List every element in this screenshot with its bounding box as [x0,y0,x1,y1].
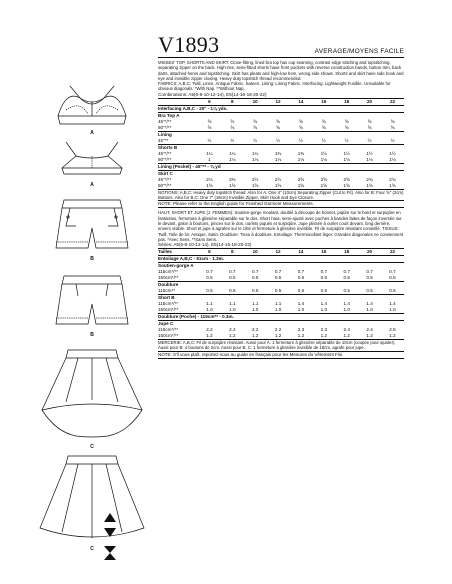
drawings-svg [36,80,148,560]
yardage-cell: 1.0 [229,307,236,313]
yardage-cell: ⅝ [390,124,395,130]
yardage-cell: 2⅛ [206,176,213,182]
view-label-c-back: C [90,546,94,552]
yardage-cell: 0.5 [320,288,327,294]
size-header-cell: 6 [198,249,221,256]
yardage-cell: 1 [208,156,211,162]
yardage-cell: ⅝ [253,124,258,130]
bra-top-front-drawing [58,86,126,124]
shorts-front-drawing [56,200,128,248]
yardage-cell: 1.0 [251,307,259,313]
yardage-cell: ⅝ [321,124,326,130]
yardage-cell: 1.2 [229,333,236,339]
skirt-front-drawing [42,350,142,437]
yardage-cell: 1.2 [251,333,259,339]
yardage-cell: 2⅝ [297,176,305,182]
yardage-cell: 0.7 [297,269,305,275]
fabric-width-label: 115cm*/** [158,269,179,275]
fabric-width-label: 150cm*/** [158,275,179,281]
yardage-cell: 2.3 [320,327,327,333]
yardage-cell: 1⅜ [297,150,305,156]
yardage-cell: 1⅝ [389,182,396,188]
yardage-cell: 1⅝ [251,182,259,188]
size-header-label [158,98,198,105]
lining-row [158,163,404,170]
yardage-cell: 0.5 [251,288,259,294]
fabric-width-label: 150cm*/** [158,333,179,339]
french-notions: MERCERIE: A,B,C: Fil de surpiqûre résistant. Aussi pour A: 1 fermeture à glissière séparable de 10cm (coupée pour ajuster). Aussi pour B: 4 boutons de 2cm. Aussi pour B, C: 1 fermeture à glissière invisible de 18cm, agrafe pour jupe. [158,339,404,351]
yardage-cell: ½ [276,137,280,143]
yardage-cell: ⅝ [390,118,395,124]
shorts-back-drawing [56,276,128,324]
french-combinations: Séries: A5(6-8-10-12-14), E5(14-16-18-20-22) [158,242,252,248]
fabric-width-label: 115cm*/** [158,327,179,333]
yardage-cell: 1½ [389,150,396,156]
yardage-cell: ⅝ [344,118,349,124]
french-yardage-table [158,248,404,339]
view-label-b: B [90,256,94,262]
lining-row [158,314,404,321]
yardage-cell: 0.5 [389,275,396,281]
yardage-cell: 1.2 [206,333,213,339]
yardage-cell: 1¼ [251,150,259,156]
hourglass-icon [104,546,116,560]
section-label: Short B [158,295,404,302]
english-notions: NOTIONS: A,B,C: Heavy duty topstitch thread. Also for A: One 4" (10cm) Separating Zipper (Cut to Fit). Also for B: Four ⅝" (2cm) Buttons. Also for B,C: One 7" (18cm) Invisible Zipper, Skirt Hook and Eye Closure. [158,189,404,201]
yardage-cell: 0.5 [206,288,213,294]
yardage-cell: ½ [230,137,235,143]
fabric-width-label: 115cm*/** [158,301,179,307]
yardage-cell: 2⅝ [343,176,350,182]
fabric-width-label: 60"*/** [158,182,172,188]
yardage-cell: 1⅝ [274,182,282,188]
size-header-row [158,249,404,256]
fabric-width-label: 60"*/** [158,124,172,130]
yardage-cell: 0.7 [251,269,259,275]
yardage-cell: 1.2 [320,333,327,339]
yardage-cell: 1.0 [206,307,213,313]
yardage-cell: ⅝ [344,124,349,130]
size-header-cell: 22 [381,249,404,256]
yardage-cell: 2.5 [389,327,396,333]
yardage-cell: 1⅝ [366,182,373,188]
bra-top-back-drawing [62,142,122,174]
view-label-c: C [90,444,94,450]
english-combinations: Combinations: A5(6-8-10-12-14), E5(14-16-18-20-22) [158,91,267,97]
size-header-cell: 20 [358,98,381,105]
yardage-cell: 2.3 [297,327,305,333]
yardage-cell: 1.1 [206,301,213,307]
yardage-cell: 1⅛ [274,156,282,162]
yardage-cell: ⅝ [367,124,372,130]
yardage-cell: 1.0 [343,307,350,313]
size-header-label: Tailles [158,249,198,256]
yardage-cell: 1.0 [366,307,373,313]
yardage-cell: 0.5 [229,288,236,294]
yardage-cell: 2¾ [389,176,396,182]
interfacing-row [158,105,404,112]
size-header-cell: 16 [312,249,335,256]
fabric-width-label: 45"*/** [158,118,172,124]
fabric-width-label: 45"** [158,137,169,143]
triangle-down-icon [104,528,116,537]
yardage-cell: 2.4 [343,327,350,333]
yardage-cell: 0.5 [343,275,350,281]
pattern-number: V1893 [158,32,220,57]
difficulty-label: AVERAGE/MOYENS FACILE [314,48,404,55]
french-note: NOTE: S'il vous plaît, reportez-vous au guide en français pour les Mesures du Vêtement Fini. [158,351,404,359]
section-label: Lining [158,131,404,138]
yardage-cell: 0.7 [320,269,327,275]
yardage-cell: 2½ [274,176,282,182]
size-header-cell: 12 [267,249,290,256]
view-label-b-back: B [90,332,94,338]
lining-label: Lining (Pocket) - 45"** - ⅜ yd [158,163,404,170]
yardage-cell: 1⅛ [366,156,373,162]
section-label: Jupe C [158,321,404,328]
yardage-cell: ½ [344,137,349,143]
yardage-cell: 1.4 [320,301,327,307]
english-note: NOTE: Please refer to the English guide for Finished Garment Measurements. [158,200,404,208]
yardage-cell: ⅝ [276,124,280,130]
section-label: Shorts B [158,144,404,151]
yardage-cell: 1¼ [206,150,213,156]
yardage-cell: ⅝ [207,118,212,124]
yardage-cell: ½ [299,137,303,143]
yardage-cell: 0.7 [366,269,373,275]
yardage-cell: 1⅛ [297,156,305,162]
english-yardage-table [158,98,404,189]
view-label-a: A [90,130,94,136]
yardage-cell: ⅝ [253,118,258,124]
skirt-back-drawing [40,456,144,538]
yardage-cell: 0.7 [274,269,282,275]
yardage-cell: ⅝ [276,118,280,124]
yardage-cell: 2.2 [251,327,259,333]
yardage-cell: 0.5 [389,288,396,294]
size-header-row [158,98,404,105]
yardage-cell: 2.4 [366,327,373,333]
yardage-cell: 1½ [320,150,327,156]
yardage-cell: 2¾ [366,176,373,182]
yardage-cell: 0.5 [343,288,350,294]
yardage-cell: 2½ [251,176,259,182]
yardage-cell: 0.5 [297,288,305,294]
yardage-cell: 0.5 [366,275,373,281]
yardage-cell: 1½ [366,150,373,156]
yardage-cell: 1.4 [366,301,373,307]
yardage-cell: 1⅛ [320,156,327,162]
size-header-cell: 8 [221,249,244,256]
yardage-cell: 1⅛ [229,156,236,162]
yardage-cell: ⅝ [230,118,235,124]
interfacing-label: Entoilage A,B,C - 51cm - 1.3m. [158,256,404,263]
size-header-cell: 8 [221,98,244,105]
section-label: Bra Top A [158,112,404,119]
size-header-cell: 20 [358,249,381,256]
yardage-cell: ½ [321,137,326,143]
size-header-cell: 14 [290,249,313,256]
size-header-cell: 16 [312,98,335,105]
size-header-cell: 6 [198,98,221,105]
yardage-cell: 1.1 [229,301,236,307]
yardage-cell: 2⅜ [229,176,236,182]
yardage-cell: 0.5 [206,275,213,281]
english-description: MISSES' TOP, SHORTS AND SKIRT: Close-fitting, lined bra top has cup seaming, contrast edge stitching and topstitching, separating zipper on the back. High-rise, semi-fitted shorts have front pockets with reverse construction bands, button trim, back darts, attached hems and topstitching. Skirt has pleats and high-low hem, wrong side shows. Shorts and skirt have side hook and eye and invisible zipper closing. Heavy duty topstitch thread recommended. [158,60,404,81]
yardage-cell: 1.0 [274,307,282,313]
yardage-cell: 1⅛ [343,156,350,162]
interfacing-label: Interfacing A,B,C - 20" - 1⅛ yds. [158,105,404,112]
yardage-cell: 1.2 [343,333,350,339]
yardage-cell: 1.2 [274,333,282,339]
yardage-cell: ⅝ [367,118,372,124]
yardage-cell: 1⅜ [274,150,282,156]
yardage-cell: ⅝ [321,118,326,124]
size-header-cell: 18 [335,249,358,256]
yardage-cell: 0.7 [206,269,213,275]
yardage-cell: 1⅛ [251,156,259,162]
yardage-cell: 1.0 [389,307,396,313]
yardage-cell: 0.7 [229,269,236,275]
yardage-cell: ⅝ [207,124,212,130]
yardage-cell: 0.5 [366,288,373,294]
yardage-cell: 1.0 [320,307,327,313]
yardage-cell: 1.1 [251,301,259,307]
size-header-cell: 22 [381,98,404,105]
yardage-cell: 0.5 [274,288,282,294]
lining-label: Doublure (Poche) - 115cm** - 0.3m. [158,314,404,321]
fabric-width-label: 45"*/** [158,150,172,156]
yardage-cell: 0.7 [343,269,350,275]
text-column [158,34,404,359]
yardage-cell: 1.1 [274,301,282,307]
yardage-cell: 0.5 [320,275,327,281]
yardage-cell: ⅝ [299,118,303,124]
size-header-cell: 14 [290,98,313,105]
size-header-cell: 10 [244,249,267,256]
yardage-cell: ½ [253,137,258,143]
fabric-width-label: 115cm** [158,288,176,294]
section-label: Soutien-gorge A [158,263,404,270]
french-description: HAUT, SHORT ET JUPE (J. FEMMES): Soutien-gorge moulant, doublé à découpe de bonnet, piqûre sur le bord et surpiqûre en fantaisies, fermeture à glissière séparable sur le dos. Short haut, semi-ajusté avec poches à bandes faites de façon inversée sur le devant, galon à boutons, pinces sur le dos, ourlets piqués et surpiqûre. Jupe plissée à ourlet court devant, long derrière, envers visible. Short et jupe à agrafes sur le côté et fermeture à glissière invisible. Fil de surpiqûre résistant conseillé. TISSUS: Twill, Toile de lin, Antique, Satin. Doublure: Tissu à doublure. Entoilage: Thermocollant léger. Grandes diagonales ne conviennent pas. *Avec Sens. **Sans Sens. [158,210,404,242]
fabric-width-label: 150cm*/** [158,307,179,313]
yardage-cell: 1⅝ [206,182,213,188]
yardage-cell: 0.5 [274,275,282,281]
fabric-width-label: 60"*/** [158,156,172,162]
yardage-cell: 1⅝ [320,182,327,188]
technical-drawings [36,80,148,560]
triangle-up-icon [104,513,116,522]
yardage-cell: 2.2 [274,327,282,333]
yardage-cell: ½ [390,137,395,143]
yardage-cell: 2.2 [229,327,236,333]
yardage-cell: 0.5 [297,275,305,281]
yardage-cell: 0.7 [389,269,396,275]
yardage-cell: 1½ [343,150,350,156]
size-header-cell: 18 [335,98,358,105]
yardage-cell: 2⅝ [320,176,327,182]
yardage-cell: 1⅝ [297,182,305,188]
yardage-cell: 0.5 [229,275,236,281]
yardage-cell: 1.2 [297,333,305,339]
view-label-a-back: A [90,182,94,188]
yardage-cell: 1.4 [389,301,396,307]
yardage-cell: 1⅝ [229,182,236,188]
yardage-cell: 1.2 [389,333,396,339]
yardage-cell: 1⅝ [343,182,350,188]
yardage-cell: ½ [207,137,212,143]
yardage-cell: 2.2 [206,327,213,333]
yardage-cell: ⅝ [299,124,303,130]
yardage-cell: 0.5 [251,275,259,281]
symbols [102,512,118,562]
size-header-cell: 12 [267,98,290,105]
yardage-cell: ⅝ [230,124,235,130]
yardage-cell: ½ [367,137,372,143]
section-label: Doublure [158,282,404,289]
yardage-cell: 1.4 [343,301,350,307]
size-header-cell: 10 [244,98,267,105]
yardage-cell: 1¼ [229,150,236,156]
yardage-cell: 1.0 [297,307,305,313]
yardage-cell: 1.4 [297,301,305,307]
yardage-cell: 1⅛ [389,156,396,162]
interfacing-row [158,256,404,263]
yardage-cell: 1.2 [366,333,373,339]
english-fabrics: FABRICS: A,B,C: Twill, Linen, Antique Fabric, Sateen. Lining: Lining Fabric. Interfacing: Lightweight Fusible. Unsuitable for obvious diagonals. *With Nap. **Without Nap. [158,81,391,92]
fabric-width-label: 45"*/** [158,176,172,182]
section-label: Skirt C [158,170,404,177]
